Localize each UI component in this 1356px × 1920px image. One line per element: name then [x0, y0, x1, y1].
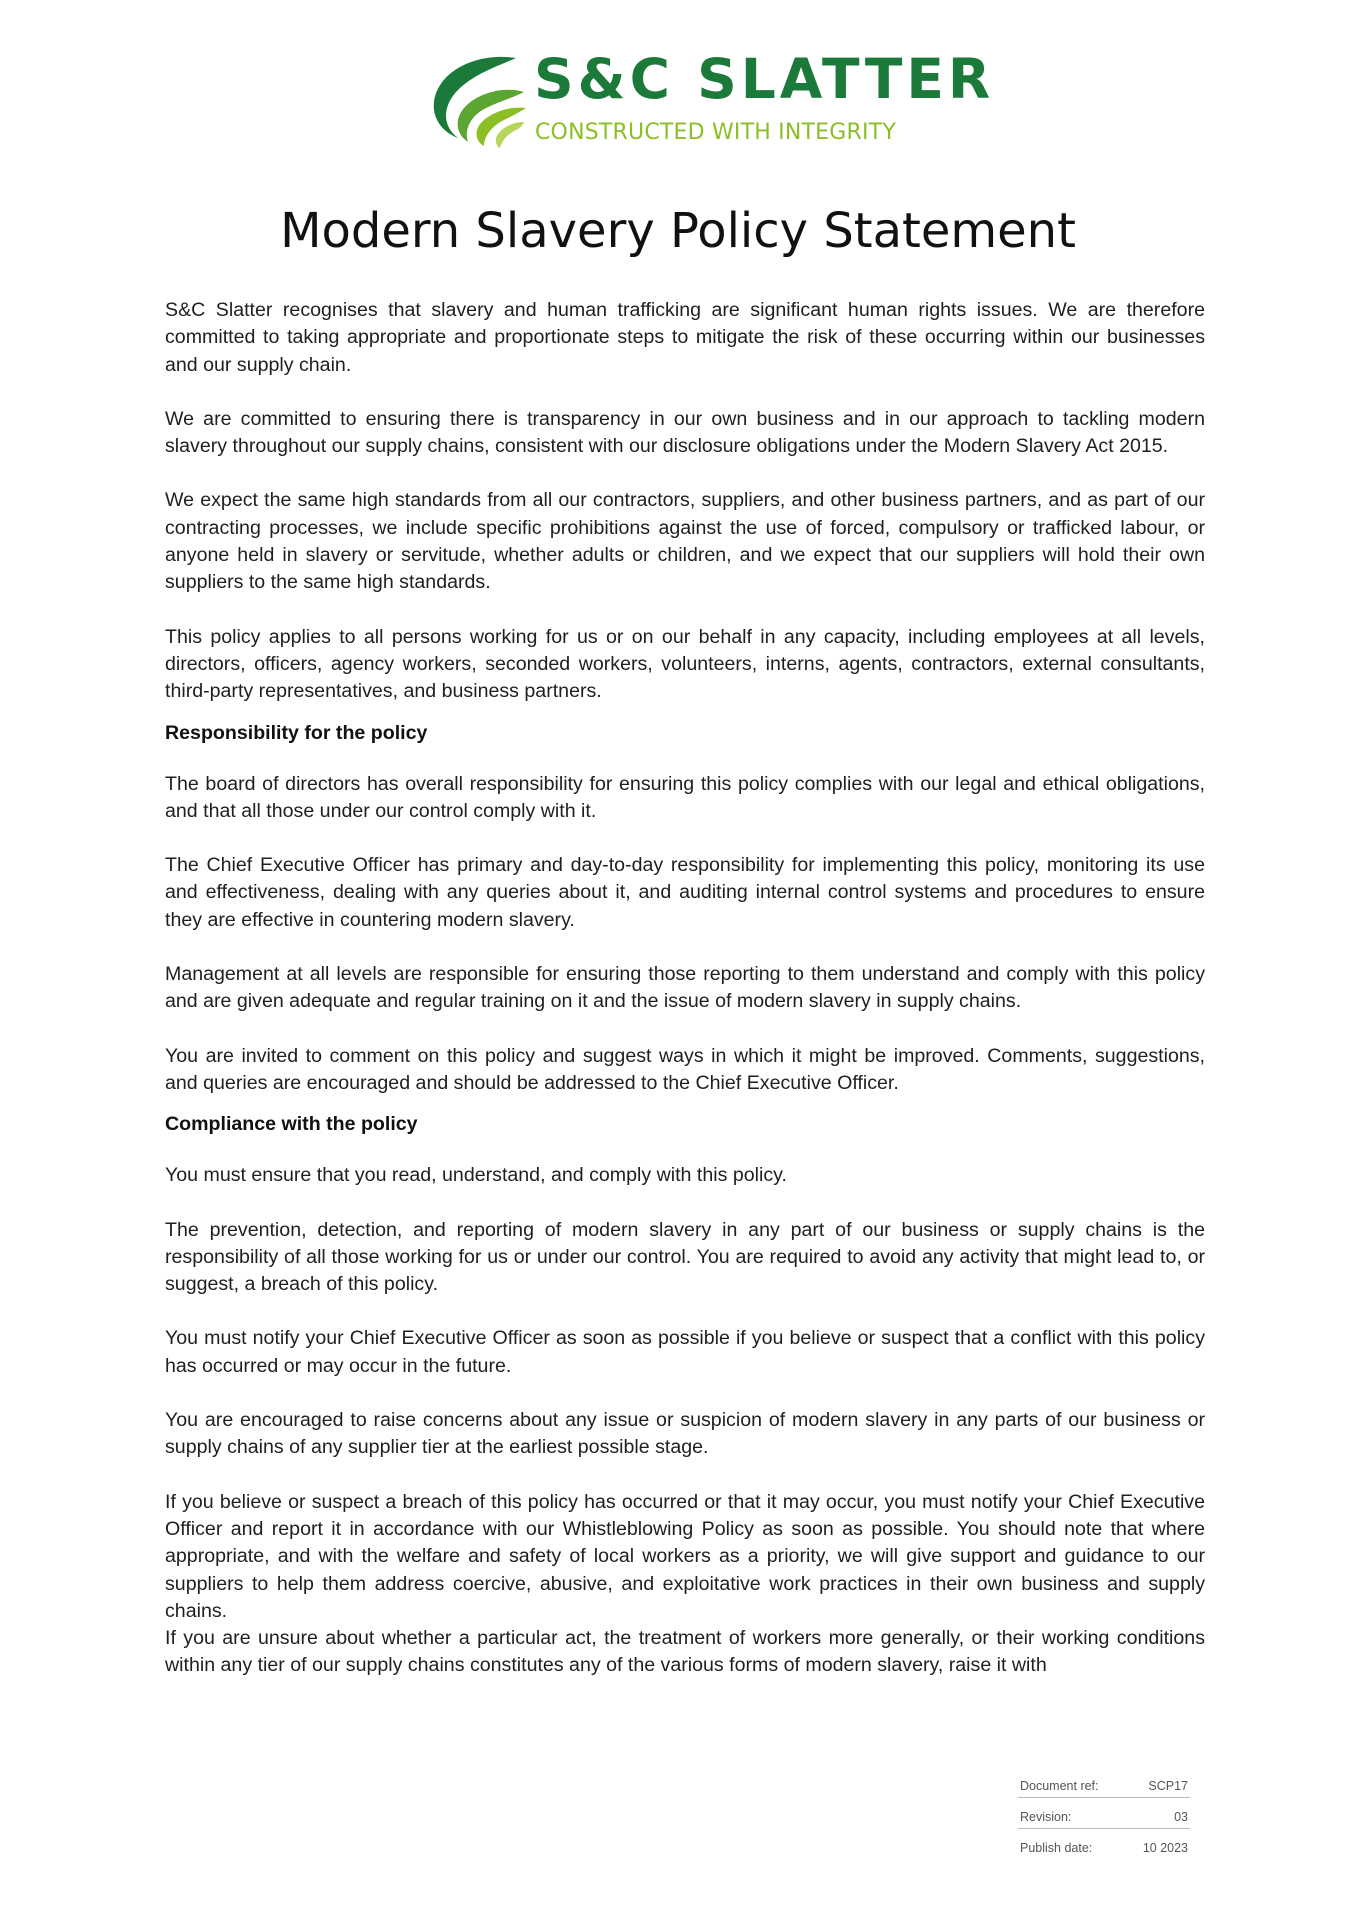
meta-row-revision	[1018, 1807, 1190, 1829]
compliance-paragraph-1: You must ensure that you read, understand, and comply with this policy.	[165, 1164, 787, 1187]
responsibility-paragraph-2: The Chief Executive Officer has primary and day-to-day responsibility for implementing this policy, monitoring its use and effectiveness, dealing with any queries about it, and auditing internal control systems and procedures to ensure they are effective in countering modern slavery.	[165, 854, 1205, 931]
intro-paragraph-1: S&C Slatter recognises that slavery and human trafficking are significant human rights issues. We are therefore committed to taking appropriate and proportionate steps to mitigate the risk of these occurring within our businesses and our supply chain.	[165, 299, 1205, 376]
swoosh-logo-icon	[428, 52, 528, 148]
section-heading-compliance: Compliance with the policy	[165, 1113, 418, 1136]
compliance-paragraph-3: You must notify your Chief Executive Officer as soon as possible if you believe or suspect that a conflict with this policy has occurred or may occur in the future.	[165, 1327, 1205, 1377]
compliance-paragraph-4: You are encouraged to raise concerns about any issue or suspicion of modern slavery in any parts of our business or supply chains of any supplier tier at the earliest possible stage.	[165, 1409, 1205, 1459]
meta-value: 10 2023	[1142, 1841, 1188, 1855]
meta-label: Publish date:	[1020, 1841, 1093, 1855]
company-logo	[428, 47, 995, 160]
compliance-paragraph-5: If you believe or suspect a breach of this policy has occurred or that it may occur, you must notify your Chief Executive Officer and report it in accordance with our Whistleblowing Policy as soon as possible. You should note that where appropriate, and with the welfare and safety of local workers as a priority, we will give support and guidance to our suppliers to help them address coercive, abusive, and exploitative work practices in their own business and supply chains.	[165, 1490, 1205, 1622]
meta-label: Document ref:	[1020, 1779, 1099, 1793]
meta-row-publish-date	[1018, 1838, 1190, 1859]
section-heading-responsibility: Responsibility for the policy	[165, 721, 428, 744]
meta-label: Revision:	[1020, 1810, 1072, 1824]
intro-paragraph-2: We are committed to ensuring there is transparency in our own business and in our approach to tackling modern slavery throughout our supply chains, consistent with our disclosure obligations under the Modern Slavery Act 2015.	[165, 407, 1205, 458]
intro-paragraph-3: We expect the same high standards from all our contractors, suppliers, and other business partners, and as part of our contracting processes, we include specific prohibitions against the use of forced, compulsory or trafficked labour, or anyone held in slavery or servitude, whether adults or children, and we expect that our suppliers will hold their own suppliers to the same high standards.	[165, 489, 1205, 594]
responsibility-paragraph-1: The board of directors has overall responsibility for ensuring this policy complies with our legal and ethical obligations, and that all those under our control comply with it.	[165, 772, 1205, 822]
company-tagline: CONSTRUCTED WITH INTEGRITY	[535, 120, 896, 145]
intro-paragraph-4: This policy applies to all persons working for us or on our behalf in any capacity, including employees at all levels, directors, officers, agency workers, seconded workers, volunteers, interns, agents, contractors, external consultants, third-party representatives, and business partners.	[165, 625, 1205, 703]
meta-row-doc-ref	[1018, 1776, 1190, 1798]
compliance-paragraph-6: If you are unsure about whether a particular act, the treatment of workers more generally, or their working conditions within any tier of our supply chains constitutes any of the various forms of modern slavery, raise it with	[165, 1627, 1205, 1677]
policy-body	[165, 297, 1205, 1680]
meta-value: SCP17	[1148, 1779, 1188, 1793]
compliance-paragraph-2: The prevention, detection, and reporting of modern slavery in any part of our business or supply chains is the responsibility of all those working for us or under our control. You are required to avoid any activity that might lead to, or suggest, a breach of this policy.	[165, 1218, 1205, 1296]
page-title: Modern Slavery Policy Statement	[280, 203, 1076, 259]
responsibility-paragraph-4: You are invited to comment on this policy and suggest ways in which it might be improved. Comments, suggestions, and queries are encouraged and should be addressed to the Chief Executive Officer.	[165, 1044, 1205, 1094]
company-name: S&C SLATTER	[534, 47, 995, 111]
meta-value: 03	[1174, 1810, 1188, 1824]
responsibility-paragraph-3: Management at all levels are responsible for ensuring those reporting to them understand and comply with this policy and are given adequate and regular training on it and the issue of modern slavery in supply chains.	[165, 963, 1205, 1013]
document-meta-table	[1018, 1776, 1190, 1868]
